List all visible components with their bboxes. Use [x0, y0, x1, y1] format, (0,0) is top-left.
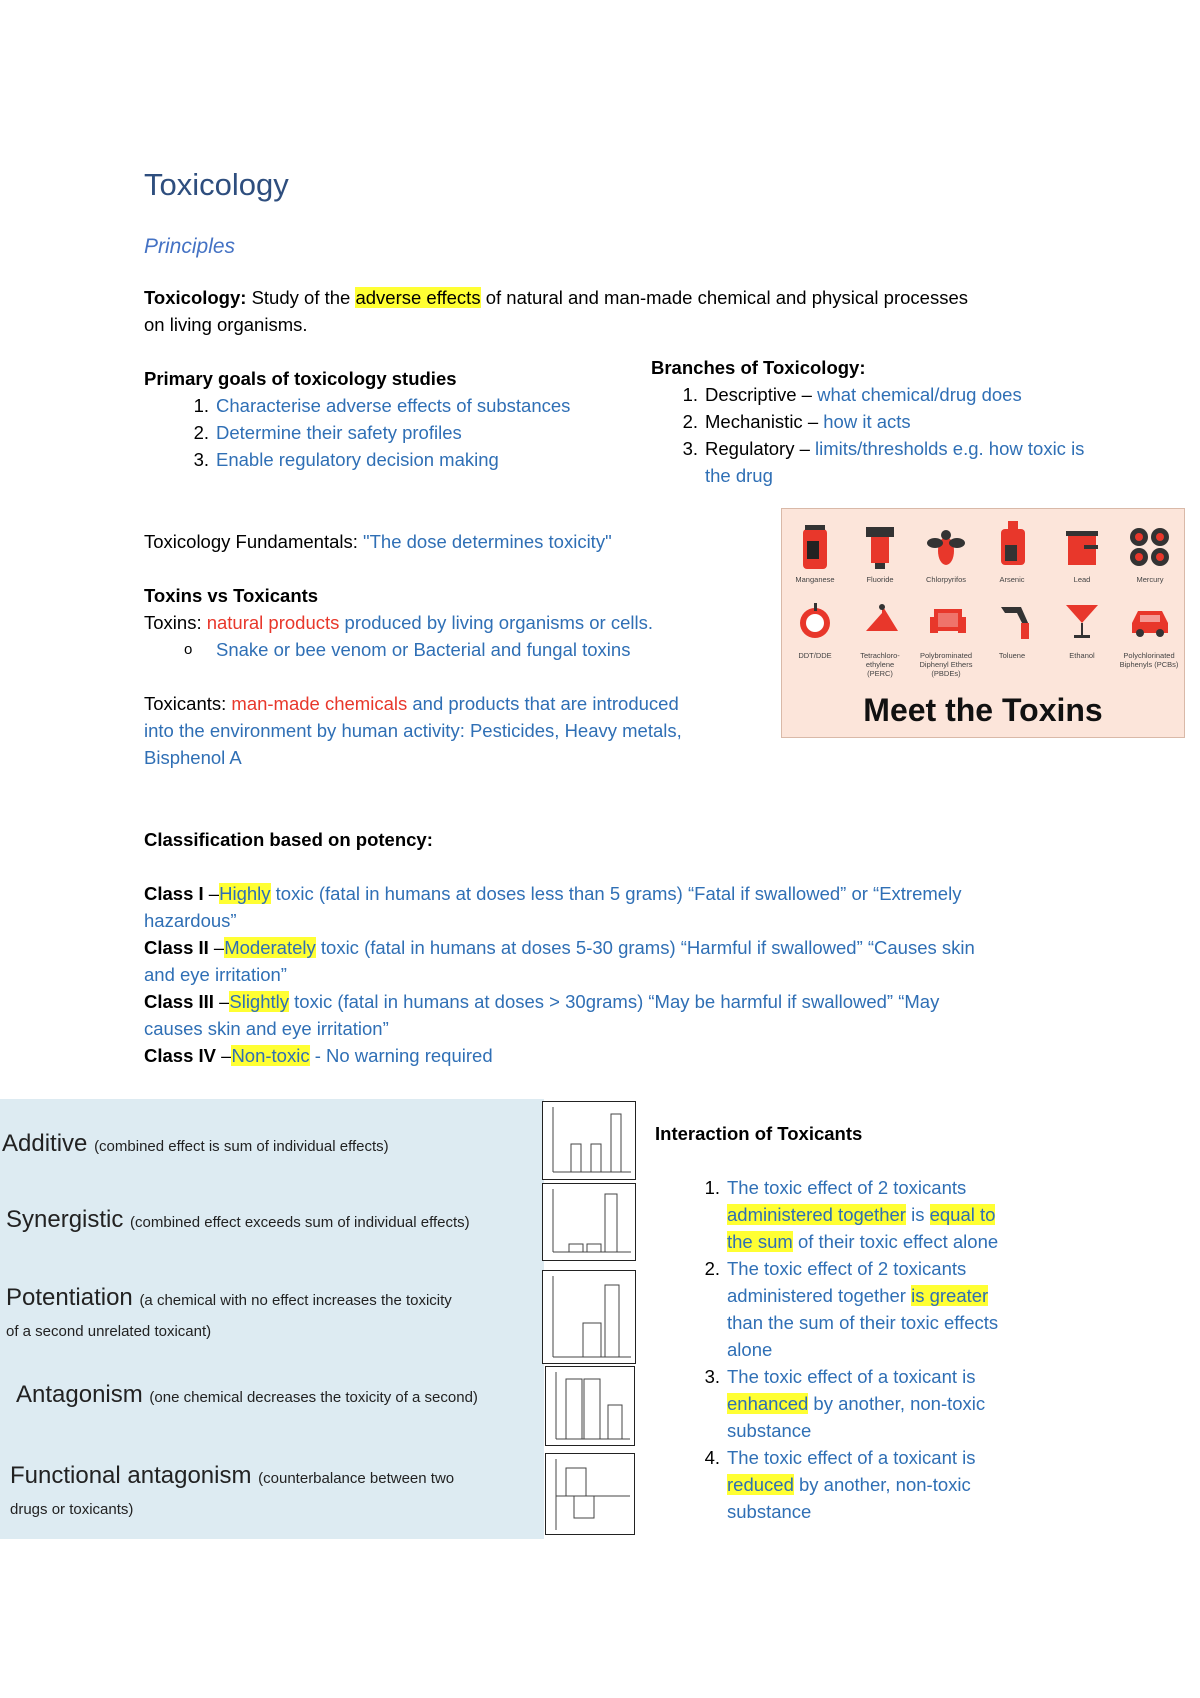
meet-the-toxins-title: Meet the Toxins [863, 692, 1103, 728]
interaction-text: The toxic effect of a toxicant is [727, 1447, 976, 1468]
sushi-icon [1128, 523, 1172, 571]
class-item [144, 880, 1064, 934]
class-label: Class III [144, 991, 214, 1012]
class-desc-line2: and eye irritation” [144, 964, 287, 985]
list-number: 3. [704, 1366, 720, 1387]
branch-term: Mechanistic [705, 411, 803, 432]
class-dash: – [213, 991, 230, 1012]
toxin-label: Tetrachloro- ethylene (PERC) [860, 651, 900, 678]
list-number: 4. [704, 1447, 720, 1468]
toxicants-definition [144, 690, 764, 717]
toxins-rest: produced by living organisms or cells. [339, 612, 654, 633]
toxins-red: natural products [206, 612, 340, 633]
class-item [144, 934, 1064, 988]
synergistic-graph-thumbnail [542, 1183, 636, 1261]
toxin-label: Polybrominated Diphenyl Ethers (PBDEs) [919, 651, 973, 678]
interaction-type [6, 1284, 452, 1343]
list-number: 2. [193, 422, 209, 443]
goals-list [193, 392, 664, 473]
fly-icon [926, 523, 966, 571]
branches-list [682, 381, 1131, 489]
can-icon [797, 523, 833, 571]
fundamentals-label: Toxicology Fundamentals: [144, 531, 364, 552]
branch-desc-line2: the drug [705, 465, 773, 486]
bottle-icon [995, 519, 1031, 571]
bullet-marker: o [184, 641, 193, 658]
class-dash: – [216, 1045, 232, 1066]
interaction-type-note: (counterbalance between two [258, 1470, 455, 1487]
toxicants-rest: and products that are introduced [407, 693, 679, 714]
interaction-highlight: reduced [727, 1474, 794, 1495]
toxin-label: DDT/DDE [798, 651, 832, 660]
class-item [144, 1042, 1064, 1069]
branch-sep: – [794, 438, 816, 459]
list-item [193, 419, 664, 446]
additive-graph-thumbnail [542, 1101, 636, 1180]
class-desc: toxic (fatal in humans at doses less than 5 grams) “Fatal if swallowed” or “Extremely [270, 883, 962, 904]
bullet-text: Snake or bee venom or Bacterial and fungal toxins [216, 639, 631, 660]
paint-bucket-icon [1062, 523, 1102, 571]
class-dash: – [208, 937, 225, 958]
class-desc: toxic (fatal in humans at doses 5-30 grams) “Harmful if swallowed” “Causes skin [315, 937, 975, 958]
list-text: Characterise adverse effects of substances [216, 395, 571, 416]
branches-heading: Branches of Toxicology: [651, 357, 866, 378]
list-item [704, 1255, 1075, 1363]
class-highlight: Moderately [224, 937, 316, 958]
interaction-text: of their toxic effect alone [792, 1231, 999, 1252]
potentiation-graph-thumbnail [542, 1270, 636, 1364]
interaction-text: substance [727, 1501, 812, 1522]
list-number: 2. [704, 1258, 720, 1279]
toxins-heading: Toxins vs Toxicants [144, 585, 319, 606]
meet-the-toxins-image [781, 508, 1185, 738]
branch-desc: what chemical/drug does [817, 384, 1022, 405]
car-icon [1128, 601, 1172, 641]
interaction-type [10, 1462, 454, 1521]
toxin-label: Manganese [795, 575, 835, 584]
list-number: 2. [682, 411, 698, 432]
branches-section [651, 354, 1131, 489]
list-number: 3. [193, 449, 209, 470]
interaction-type-name: Synergistic [6, 1206, 124, 1233]
toxin-label: Mercury [1136, 575, 1164, 584]
interaction-type-note: (combined effect is sum of individual effects) [94, 1138, 389, 1155]
class-desc-line2: causes skin and eye irritation” [144, 1018, 389, 1039]
fuel-nozzle-icon [995, 601, 1035, 641]
toxin-label: Chlorpyrifos [925, 575, 966, 584]
interaction-text: The toxic effect of 2 toxicants [727, 1258, 967, 1279]
class-highlight: Non-toxic [231, 1045, 310, 1066]
interaction-text: substance [727, 1420, 812, 1441]
interaction-type-name: Antagonism [16, 1381, 143, 1408]
interaction-text: by another, non-toxic [808, 1393, 986, 1414]
toxins-section [144, 582, 764, 771]
interaction-text: than the sum of their toxic effects [727, 1312, 999, 1333]
class-item [144, 988, 1064, 1042]
list-item [193, 392, 664, 419]
interaction-type-note: (combined effect exceeds sum of individual effects) [130, 1214, 470, 1231]
interaction-text: is [905, 1204, 930, 1225]
interaction-section [655, 1120, 1075, 1525]
functional-antagonism-graph-thumbnail [545, 1453, 635, 1535]
list-number: 1. [682, 384, 698, 405]
list-text: Enable regulatory decision making [216, 449, 499, 470]
interaction-highlight: administered together [727, 1204, 906, 1225]
class-dash: – [203, 883, 220, 904]
interaction-type [6, 1206, 470, 1237]
branch-sep: – [796, 384, 818, 405]
toxicants-label: Toxicants: [144, 693, 232, 714]
branch-term: Descriptive [705, 384, 797, 405]
class-desc: toxic (fatal in humans at doses > 30grams) “May be harmful if swallowed” “May [289, 991, 940, 1012]
list-item [193, 446, 664, 473]
interaction-highlight: equal to [929, 1204, 996, 1225]
interaction-type-note: (a chemical with no effect increases the toxicity [139, 1292, 452, 1309]
antagonism-graph-thumbnail [545, 1366, 635, 1446]
definition-line2: on living organisms. [144, 314, 308, 335]
list-item [682, 381, 1131, 408]
definition-highlight: adverse effects [355, 287, 481, 308]
toothpaste-icon [862, 523, 898, 571]
toxin-label: Lead [1073, 575, 1091, 584]
definition-label: Toxicology: [144, 287, 247, 308]
class-label: Class I [144, 883, 204, 904]
definition [144, 284, 1064, 338]
class-label: Class II [144, 937, 209, 958]
interaction-text: The toxic effect of a toxicant is [727, 1366, 976, 1387]
hanger-icon [862, 601, 902, 641]
class-label: Class IV [144, 1045, 216, 1066]
goals-section [144, 365, 664, 473]
list-item [682, 408, 1131, 435]
toxins-bullet [144, 636, 764, 663]
interaction-type-note-line2: of a second unrelated toxicant) [6, 1323, 212, 1340]
class-desc: - No warning required [309, 1045, 493, 1066]
toxin-label: Ethanol [1069, 651, 1095, 660]
toxin-label: Arsenic [999, 575, 1025, 584]
list-number: 3. [682, 438, 698, 459]
branch-desc: how it acts [823, 411, 911, 432]
interaction-text: The toxic effect of 2 toxicants [727, 1177, 967, 1198]
page-title: Toxicology [144, 167, 289, 202]
definition-pre: Study of the [246, 287, 356, 308]
toxin-label: Polychlorinated Biphenyls (PCBs) [1119, 651, 1179, 669]
armchair-icon [928, 601, 968, 641]
interaction-type-name: Functional antagonism [10, 1462, 252, 1489]
interaction-type [2, 1130, 389, 1161]
toxicants-line2: into the environment by human activity: Pesticides, Heavy metals, [144, 720, 682, 741]
interaction-text: administered together [727, 1285, 912, 1306]
classification-heading: Classification based on potency: [144, 829, 433, 850]
interaction-list [704, 1174, 1075, 1525]
class-desc-line2: hazardous” [144, 910, 237, 931]
branch-desc: limits/thresholds e.g. how toxic is [815, 438, 1085, 459]
list-number: 1. [704, 1177, 720, 1198]
list-item [704, 1444, 1075, 1525]
toxicants-line3: Bisphenol A [144, 747, 242, 768]
toxins-definition [144, 609, 764, 636]
list-item [682, 435, 1131, 489]
interaction-type-note-line2: drugs or toxicants) [10, 1501, 134, 1518]
toxins-label: Toxins: [144, 612, 207, 633]
list-item [704, 1363, 1075, 1444]
cocktail-icon [1062, 601, 1102, 641]
section-subtitle: Principles [144, 235, 236, 258]
fundamentals [144, 528, 612, 555]
branch-term: Regulatory [705, 438, 795, 459]
toxin-label: Fluoride [866, 575, 894, 584]
list-item [704, 1174, 1075, 1255]
interaction-type-note: (one chemical decreases the toxicity of a second) [149, 1389, 478, 1406]
list-text: Determine their safety profiles [216, 422, 462, 443]
interaction-type-name: Additive [2, 1130, 88, 1157]
interaction-type-name: Potentiation [6, 1284, 133, 1311]
fundamentals-quote: "The dose determines toxicity" [363, 531, 612, 552]
classification-section [144, 826, 1064, 1069]
apple-icon [797, 601, 833, 641]
interaction-highlight: is greater [911, 1285, 989, 1306]
interaction-highlight: the sum [727, 1231, 793, 1252]
interaction-text: alone [727, 1339, 773, 1360]
goals-heading: Primary goals of toxicology studies [144, 368, 457, 389]
list-number: 1. [193, 395, 209, 416]
toxicants-red: man-made chemicals [231, 693, 408, 714]
class-highlight: Slightly [229, 991, 290, 1012]
class-highlight: Highly [219, 883, 271, 904]
definition-post: of natural and man-made chemical and physical processes [480, 287, 969, 308]
interaction-highlight: enhanced [727, 1393, 809, 1414]
toxin-label: Toluene [998, 651, 1026, 660]
interaction-heading: Interaction of Toxicants [655, 1123, 863, 1144]
interaction-type [16, 1381, 478, 1412]
branch-sep: – [802, 411, 824, 432]
interaction-text: by another, non-toxic [793, 1474, 971, 1495]
